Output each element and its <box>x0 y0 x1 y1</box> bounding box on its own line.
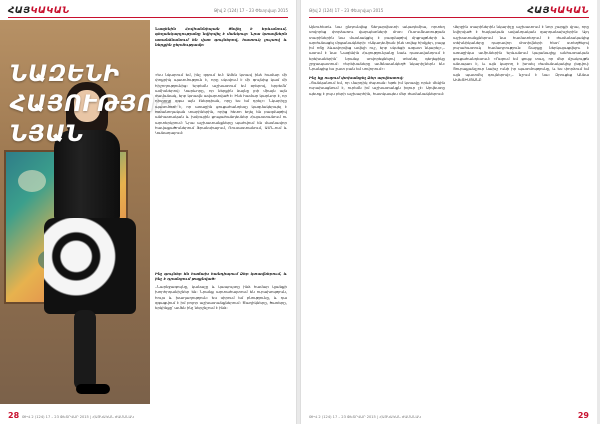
woman-shoe <box>76 384 110 394</box>
brand-prefix: ՀԱՅ <box>8 6 31 16</box>
right-page <box>300 0 597 424</box>
footer-text: ԹԻՎ 2 (124) 17 – 23 ՓԵՏՐՎԱՐ 2015 | ՀԱՅԿԱԿԱՆ ԺԱՄԱՆԱԿ <box>309 415 421 419</box>
woman-leg <box>74 310 96 390</box>
issue-info: Թիվ 2 (124) 17 – 23 Փետրվար 2015 <box>213 8 288 13</box>
woman-skirt <box>44 218 136 314</box>
page-footer <box>8 408 288 420</box>
painting-flower <box>18 170 46 192</box>
interview-answer: –Նարնջագույնը, կանաչը և կապույտը ինձ համար կյանքի խորհրդանիշներ են։ Նրանք արտահայտում են ուրախություն, հույս և խաղաղություն։ Ես սիրում եմ բնությունը, և դա զգացվում է իմ բոլոր աշխատանքներում։ Ծաղիկները, ծառերը, երկինքը՝ ամեն ինչ ներշնչում է ինձ։ <box>155 284 287 311</box>
page-number: 28 <box>8 411 20 420</box>
text-column-1 <box>309 24 445 96</box>
header-rule <box>309 17 589 18</box>
title-line: ՀԱՅՈՒԹՅՈՒ- <box>10 92 180 117</box>
page-number: 29 <box>577 411 589 420</box>
text-column-2: Վերջին տարիներին նկարիչը աշխատում է նոր շարքի վրա, որը նվիրված է հայկական ավանդական զարդանախշերին։ Այդ աշխատանքներում նա համատեղում է ժամանակակից տեխնիկաները դարավոր մոտիվների հետ՝ ստեղծելով յուրահատուկ համադրություն։ Շարքը ներկայացվելու է առաջիկա ամիսներին Երևանում կայանալիք անհատական ցուցահանդեսում։ «Ուզում եմ ցույց տալ, որ մեր մշակույթն անսպառ է, և այն կարող է խոսել ժամանակակից լեզվով։ Յուրաքանչյուր նախշ ունի իր պատմությունը, և ես փորձում եմ այն պատմել գույներով»,– նշում է նա։ Զրուցեց Աննա ԱՎԵՏԻՍՅԱՆԸ <box>453 24 589 82</box>
issue-info: Թիվ 2 (124) 17 – 23 Փետրվար 2015 <box>309 8 384 13</box>
footer-text: ԹԻՎ 2 (124) 17 – 23 ՓԵՏՐՎԱՐ 2015 | ՀԱՅԿԱԿԱՆ ԺԱՄԱՆԱԿ <box>22 415 134 419</box>
interview-answer: –Ցանկանում եմ, որ մարդիկ ժպտան։ Եթե իմ կտավը որևէ մեկին ուրախացնում է, ուրեմն իմ աշխատանքն իզուր չէ։ Արվեստը պետք է լույս բերի աշխարհին, հատկապես մեր ժամանակներում։ <box>309 79 445 96</box>
header-rule <box>8 17 288 18</box>
title-line: ՆԱԶԵՆԻ <box>10 62 120 87</box>
left-page <box>0 0 297 424</box>
brand-suffix: ԿԱԿԱՆ <box>30 6 70 16</box>
brand-suffix: ԿԱԿԱՆ <box>549 6 589 16</box>
body-text: «Ես նկարում եմ, ինչ զգում եմ։ Ամեն կտավ ինձ համար մի փոքրիկ պատմություն է, որը սկսվում է մի գույնից կամ մի հիշողությունից։ Երբեմն աշխատում եմ օրերով, երբեմն՝ ամիսներով։ Կարևորը, որ ներքին ձայնը լռի միայն այն ժամանակ, երբ կտավն ավարտված է։ Ինձ համար կարևոր է, որ դիտողը զգա այն էներգիան, որը ես եմ դրել»։ Նկարիչը պատմում է, որ առաջին ցուցահանդեսը կազմակերպել է ուսանողական տարիներին, որից հետո եղել են բազմաթիվ անհատական և խմբային ցուցահանդեսներ Հայաստանում ու արտերկրում։ Նրա աշխատանքները պահվում են մասնավոր հավաքածուներում Ֆրանսիայում, Ռուսաստանում, ԱՄՆ-ում և Կանադայում։ <box>155 72 287 136</box>
lead-paragraph: Նազենին Հովհաննիսյան ծնվել է Երևանում, գեղանկարչությանը նվիրվել է մանկուց։ Նրա կտավներն առանձնանում են վառ գույներով, հատուկ լույսով և ներքին ջերմությամբ։ <box>155 26 287 47</box>
brand-logo <box>8 6 70 16</box>
brand-logo <box>527 6 589 16</box>
title-line: ՆՅԱՆ <box>10 122 84 147</box>
interview-question: Ինչ գույներ են հաճախ հանդիպում Ձեր կտավներում, և ինչ է դրանցում թաքնված։ <box>155 271 287 282</box>
brand-prefix: ՀԱՅ <box>527 6 550 16</box>
body-text: Այնուհետև նա ընդունվեց Գեղարվեստի ակադեմիա, որտեղ սովորեց փորձառու վարպետների մոտ։ Ուսումնառության տարիներին նա մասնակցել է բազմաթիվ մրցույթների և արժանացել մրցանակների։ «Ակադեմիան ինձ տվեց հիմքեր, բայց իմ ոճը ձևավորվեց ավելի ուշ, երբ սկսեցի ազատ նկարել»,– ասում է նա։ Նազենին Հայությունյանը նաև դասավանդում է երեխաներին՝ նրանց սովորեցնելով տեսնել գեղեցիկը շրջապատում։ «Երեխաները ամենաանկեղծ նկարիչներն են։ Նրանցից ես շատ բան եմ սովորում»։ <box>309 24 445 72</box>
page-footer <box>309 408 589 420</box>
article-title <box>10 60 180 150</box>
interview-question: Ինչ եք ուզում փոխանցել Ձեր արվեստով։ <box>309 74 404 80</box>
